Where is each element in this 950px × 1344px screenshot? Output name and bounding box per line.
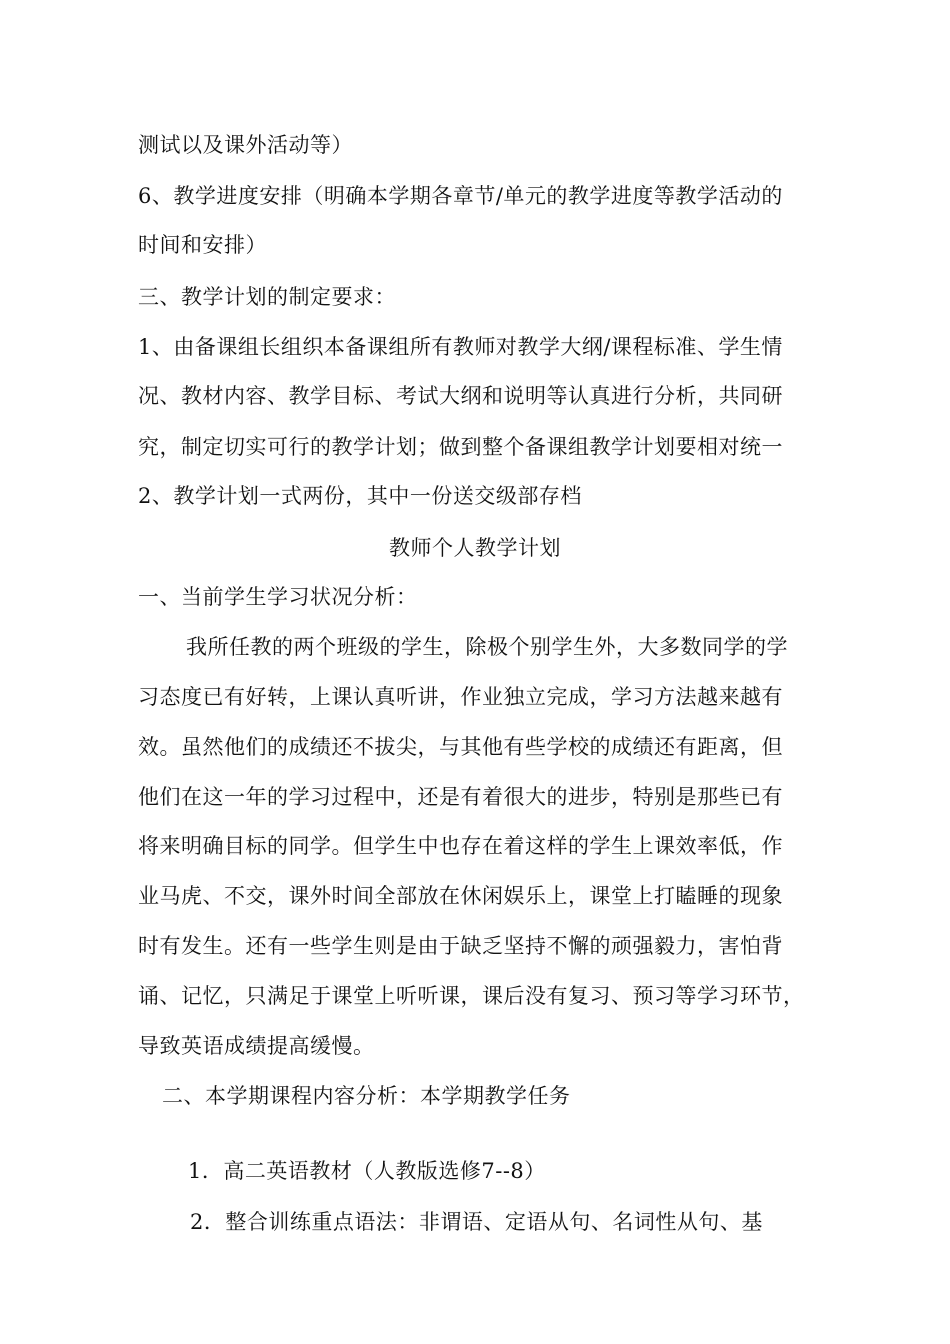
paragraph-line: 业马虎、不交，课外时间全部放在休闲娱乐上，课堂上打瞌睡的现象 xyxy=(138,884,783,908)
text-line: 1、由备课组长组织本备课组所有教师对教学大纲/课程标准、学生情 xyxy=(138,335,783,359)
paragraph-line: 他们在这一年的学习过程中，还是有着很大的进步，特别是那些已有 xyxy=(138,785,783,809)
list-item: 1．高二英语教材（人教版选修7--8） xyxy=(188,1159,546,1183)
text-line: 测试以及课外活动等） xyxy=(138,133,353,157)
paragraph-line: 习态度已有好转，上课认真听讲，作业独立完成，学习方法越来越有 xyxy=(138,685,783,709)
paragraph-line: 我所任教的两个班级的学生，除极个别学生外，大多数同学的学 xyxy=(186,635,788,659)
text-line: 究，制定切实可行的教学计划；做到整个备课组教学计划要相对统一 xyxy=(138,435,783,459)
section-heading: 二、本学期课程内容分析：本学期教学任务 xyxy=(162,1084,571,1108)
text-line: 时间和安排） xyxy=(138,233,267,257)
paragraph-line: 时有发生。还有一些学生则是由于缺乏坚持不懈的顽强毅力，害怕背 xyxy=(138,934,783,958)
section-heading: 一、当前学生学习状况分析： xyxy=(138,585,418,609)
paragraph-line: 将来明确目标的同学。但学生中也存在着这样的学生上课效率低，作 xyxy=(138,834,783,858)
section-heading: 三、教学计划的制定要求： xyxy=(138,285,396,309)
text-line: 6、教学进度安排（明确本学期各章节/单元的教学进度等教学活动的 xyxy=(138,184,783,208)
list-item: 2．整合训练重点语法：非谓语、定语从句、名词性从句、基 xyxy=(190,1210,763,1234)
text-line: 2、教学计划一式两份，其中一份送交级部存档 xyxy=(138,484,582,508)
document-title: 教师个人教学计划 xyxy=(389,536,561,560)
paragraph-line: 诵、记忆，只满足于课堂上听听课，课后没有复习、预习等学习环节， xyxy=(138,984,805,1008)
paragraph-line: 导致英语成绩提高缓慢。 xyxy=(138,1034,375,1058)
text-line: 况、教材内容、教学目标、考试大纲和说明等认真进行分析，共同研 xyxy=(138,384,783,408)
paragraph-line: 效。虽然他们的成绩还不拔尖，与其他有些学校的成绩还有距离，但 xyxy=(138,735,783,759)
